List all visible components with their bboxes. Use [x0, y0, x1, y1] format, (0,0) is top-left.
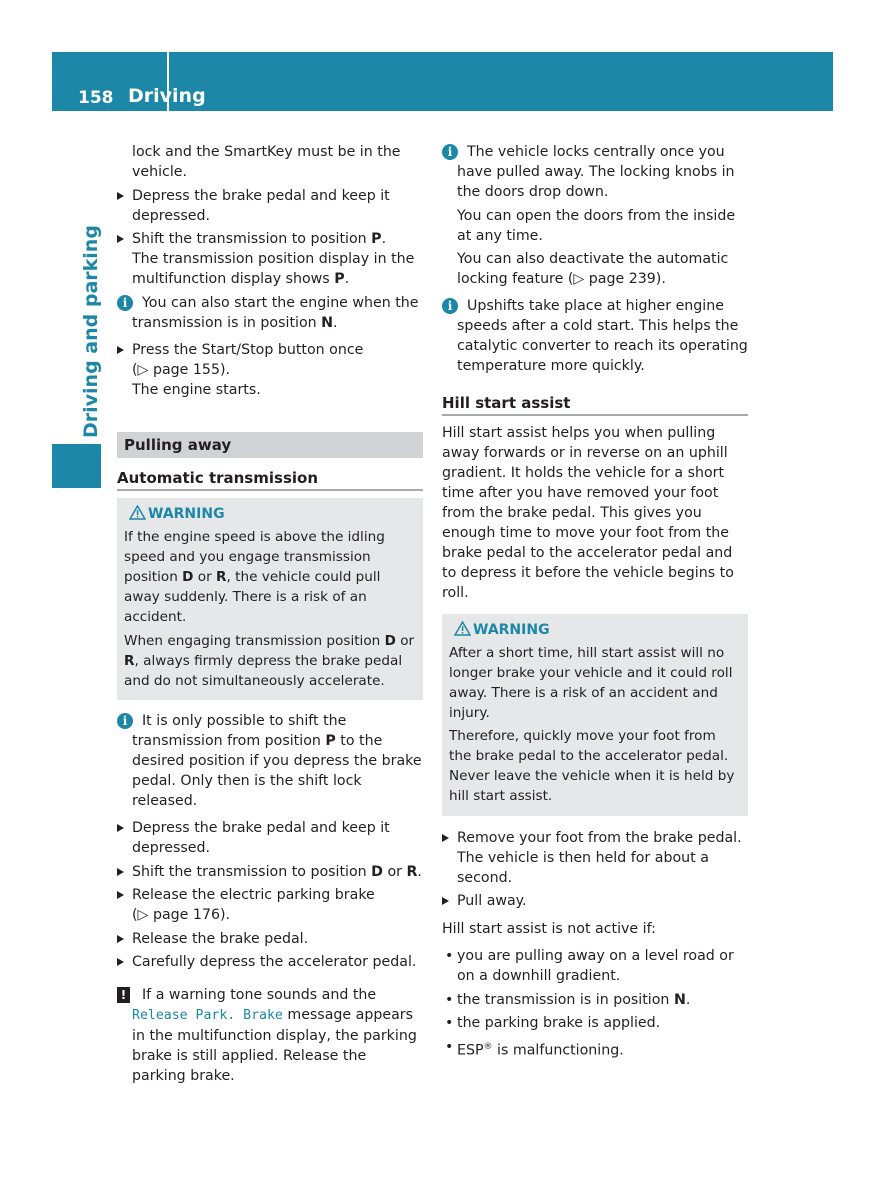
step-arrow-icon — [117, 192, 124, 200]
list-item: • ESP® is malfunctioning. — [445, 1038, 624, 1059]
subheading-automatic-transmission: Automatic transmission — [117, 468, 423, 491]
info-note-shift-lock: i It is only possible to shift the transmission from position P to the desired position if you depress the brake pedal. Only then is the shift lock released. — [117, 711, 423, 811]
info-icon: i — [442, 298, 458, 314]
step-arrow-icon — [117, 958, 124, 966]
step-arrow-icon — [117, 935, 124, 943]
warning-text: Therefore, quickly move your foot from the brake pedal to the accelerator pedal. Never leave the vehicle when it is held by hill start assist. — [449, 728, 735, 804]
info-note-engine-start: i You can also start the engine when the transmission is in position N. — [117, 293, 423, 333]
page-reference: (▷ page 176). — [132, 907, 231, 923]
step-accelerate: Carefully depress the accelerator pedal. — [117, 952, 423, 972]
step-shift-to-d-or-r: Shift the transmission to position D or R. — [117, 862, 423, 882]
step-arrow-icon — [117, 235, 124, 243]
continued-text: lock and the SmartKey must be in the vehicle. — [132, 144, 401, 180]
warning-text: After a short time, hill start assist will no longer brake your vehicle and it could roll away. There is a risk of an accident and injury. — [449, 644, 733, 721]
warning-text: When engaging transmission position D or R, always firmly depress the brake pedal and do not simultaneously accelerate. — [124, 632, 415, 689]
info-icon: i — [117, 713, 133, 729]
not-active-intro: Hill start assist is not active if: — [442, 920, 656, 937]
step-release-parking-brake: Release the electric parking brake (▷ page 176). — [117, 885, 423, 925]
display-message: Release Park. Brake — [132, 1007, 283, 1023]
info-icon: i — [117, 295, 133, 311]
info-note-central-locking: i The vehicle locks centrally once you have pulled away. The locking knobs in the doors drop down. You can open the doors from the inside at any time. You can also deactivate the automatic locking feature (▷ page 239). — [442, 142, 748, 289]
list-item: • the parking brake is applied. — [445, 1015, 661, 1031]
side-tab-label: Driving and parking — [80, 225, 102, 438]
list-item: • you are pulling away on a level road or on a downhill gradient. — [445, 948, 734, 984]
warning-text: If the engine speed is above the idling speed and you engage transmission position D or R, the vehicle could pull away suddenly. There is a risk of an accident. — [124, 529, 385, 625]
step-depress-brake-2: Depress the brake pedal and keep it depressed. — [117, 818, 423, 858]
step-shift-to-p: Shift the transmission to position P. The transmission position display in the multifunction display shows P. — [117, 229, 423, 289]
warning-triangle-icon — [129, 505, 146, 526]
warning-title: WARNING — [124, 504, 416, 524]
step-release-brake-pedal: Release the brake pedal. — [117, 929, 423, 949]
caution-note-parking-brake: ! If a warning tone sounds and the Release Park. Brake message appears in the multifunction display, the parking brake is still applied. Release the parking brake. — [117, 985, 423, 1086]
info-icon: i — [442, 144, 458, 160]
exclamation-icon: ! — [117, 987, 130, 1003]
step-press-start-stop: Press the Start/Stop button once (▷ page 155). The engine starts. — [117, 340, 423, 400]
list-item: • the transmission is in position N. — [445, 991, 691, 1008]
side-tab-marker — [52, 444, 101, 488]
step-arrow-icon — [117, 346, 124, 354]
step-depress-brake: Depress the brake pedal and keep it depressed. — [117, 186, 423, 226]
page-reference: (▷ page 155). — [132, 361, 231, 378]
step-arrow-icon — [117, 868, 124, 876]
step-arrow-icon — [117, 891, 124, 899]
step-remove-foot: Remove your foot from the brake pedal. The vehicle is then held for about a second. — [442, 828, 748, 888]
page-number: 158 — [78, 88, 114, 108]
warning-box-hill-start — [442, 614, 748, 816]
info-note-upshifts: i Upshifts take place at higher engine speeds after a cold start. This helps the catalytic converter to reach its operating temperature more quickly. — [442, 296, 748, 376]
step-arrow-icon — [117, 824, 124, 832]
hill-start-description: Hill start assist helps you when pulling away forwards or in reverse on an uphill gradient. It holds the vehicle for a short time after you have removed your foot from the brake pedal. This gives you enough time to move your foot from the brake pedal to the accelerator pedal and to depress it before the vehicle begins to roll. — [442, 425, 734, 601]
left-column — [117, 142, 423, 1089]
subheading-hill-start-assist: Hill start assist — [442, 393, 748, 416]
step-pull-away: Pull away. — [442, 891, 748, 911]
right-column — [442, 142, 748, 1064]
warning-title: WARNING — [449, 620, 741, 640]
step-arrow-icon — [442, 834, 449, 842]
warning-box-engine-speed — [117, 498, 423, 700]
step-arrow-icon — [442, 897, 449, 905]
warning-triangle-icon — [454, 621, 471, 642]
chapter-title: Driving — [128, 85, 206, 107]
section-heading-pulling-away: Pulling away — [117, 432, 423, 458]
